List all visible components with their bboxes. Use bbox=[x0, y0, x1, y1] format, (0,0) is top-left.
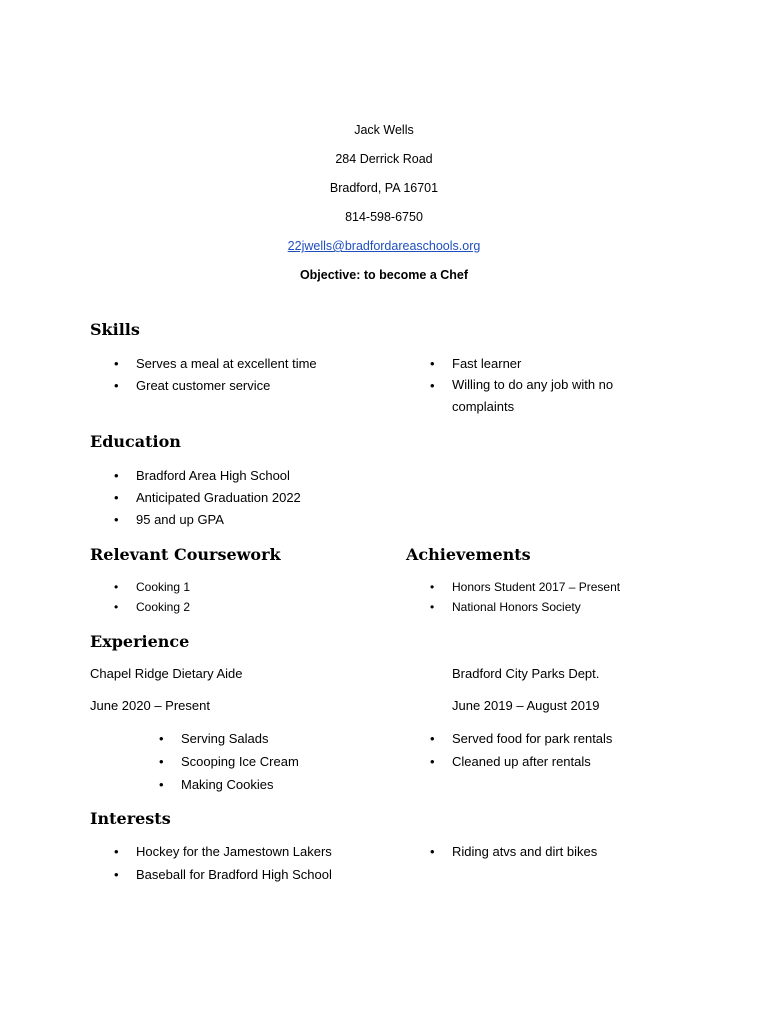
interest-text: Hockey for the Jamestown Lakers bbox=[136, 844, 332, 859]
job-title: Chapel Ridge Dietary Aide bbox=[90, 666, 243, 681]
city-state-zip: Bradford, PA 16701 bbox=[329, 181, 439, 195]
bullet: • bbox=[114, 844, 119, 859]
bullet: • bbox=[159, 754, 164, 769]
interest-text: Riding atvs and dirt bikes bbox=[452, 844, 598, 859]
achievements-heading: Achievements bbox=[406, 545, 531, 564]
education-text: 95 and up GPA bbox=[136, 512, 224, 527]
duty-text: Served food for park rentals bbox=[452, 731, 613, 746]
achievement-text: Honors Student 2017 – Present bbox=[452, 580, 621, 594]
job-title: Bradford City Parks Dept. bbox=[452, 666, 600, 681]
bullet: • bbox=[430, 754, 435, 769]
skills-heading: Skills bbox=[90, 320, 140, 339]
coursework-heading: Relevant Coursework bbox=[90, 545, 281, 564]
duty-text: Serving Salads bbox=[181, 731, 269, 746]
objective: Objective: to become a Chef bbox=[299, 268, 469, 282]
email-link[interactable]: 22jwells@bradfordareaschools.org bbox=[287, 239, 481, 253]
bullet: • bbox=[114, 356, 119, 371]
bullet: • bbox=[114, 580, 119, 594]
duty-text: Making Cookies bbox=[181, 777, 274, 792]
education-text: Anticipated Graduation 2022 bbox=[136, 490, 301, 505]
bullet: • bbox=[114, 600, 119, 614]
interest-text: Baseball for Bradford High School bbox=[136, 867, 332, 882]
email-row bbox=[0, 239, 768, 253]
bullet: • bbox=[430, 580, 435, 594]
bullet: • bbox=[430, 844, 435, 859]
interests-heading: Interests bbox=[90, 809, 171, 828]
duty-text: Cleaned up after rentals bbox=[452, 754, 591, 769]
bullet: • bbox=[114, 378, 119, 393]
achievement-text: National Honors Society bbox=[452, 600, 581, 614]
skill-text: Fast learner bbox=[452, 356, 522, 371]
phone: 814-598-6750 bbox=[345, 210, 423, 224]
experience-heading: Experience bbox=[90, 632, 190, 651]
bullet: • bbox=[114, 490, 119, 505]
skill-text: Great customer service bbox=[136, 378, 271, 393]
job-dates: June 2020 – Present bbox=[90, 698, 210, 713]
bullet: • bbox=[114, 468, 119, 483]
job-dates: June 2019 – August 2019 bbox=[452, 698, 600, 713]
skill-text: Serves a meal at excellent time bbox=[136, 356, 317, 371]
duty-text: Scooping Ice Cream bbox=[181, 754, 299, 769]
skill-text: Willing to do any job with no complaints bbox=[452, 377, 614, 414]
bullet: • bbox=[430, 731, 435, 746]
bullet: • bbox=[430, 378, 435, 393]
street-address: 284 Derrick Road bbox=[335, 152, 433, 166]
education-heading: Education bbox=[90, 432, 181, 451]
bullet: • bbox=[159, 777, 164, 792]
bullet: • bbox=[159, 731, 164, 746]
bullet: • bbox=[430, 356, 435, 371]
education-text: Bradford Area High School bbox=[136, 468, 290, 483]
bullet: • bbox=[114, 512, 119, 527]
course-text: Cooking 1 bbox=[136, 580, 191, 594]
name: Jack Wells bbox=[354, 123, 414, 137]
course-text: Cooking 2 bbox=[136, 600, 191, 614]
bullet: • bbox=[430, 600, 435, 614]
bullet: • bbox=[114, 867, 119, 882]
